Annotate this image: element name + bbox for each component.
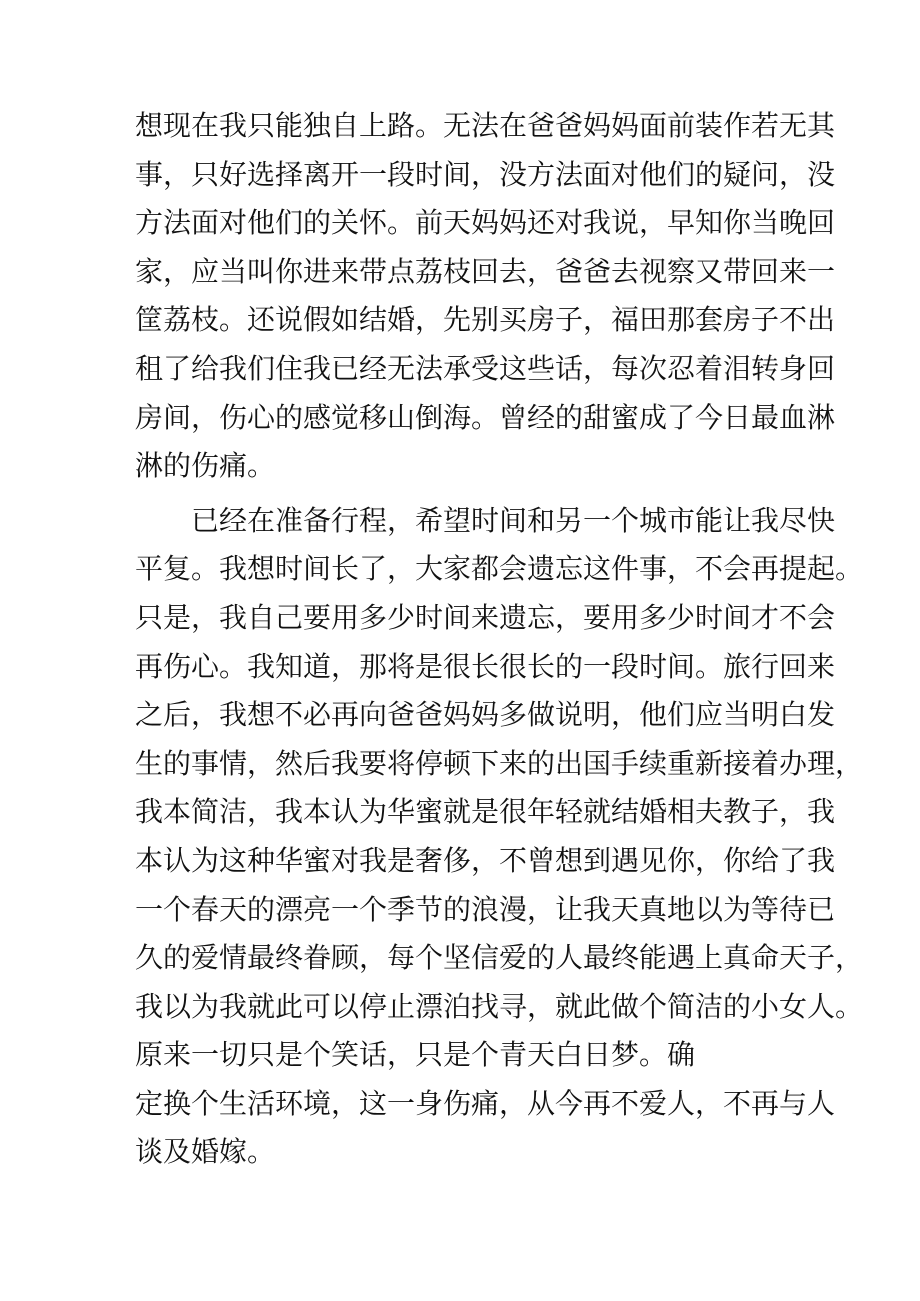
text-line: 平复。我想时间长了，大家都会遗忘这件事，不会再提起。: [135, 552, 864, 586]
text-line: 之后，我想不必再向爸爸妈妈多做说明，他们应当明白发: [135, 698, 836, 732]
text-line: 一个春天的漂亮一个季节的浪漫，让我天真地以为等待已: [135, 892, 836, 926]
text-line: 家，应当叫你进来带点荔枝回去，爸爸去视察又带回来一: [135, 254, 836, 288]
text-line: 已经在准备行程，希望时间和另一个城市能让我尽快: [191, 503, 836, 537]
text-line: 事，只好选择离开一段时间，没方法面对他们的疑问，没: [135, 157, 836, 191]
text-line: 租了给我们住我已经无法承受这些话，每次忍着泪转身回: [135, 351, 836, 385]
text-line: 谈及婚嫁。: [135, 1135, 276, 1169]
text-line: 房间，伤心的感觉移山倒海。曾经的甜蜜成了今日最血淋: [135, 400, 836, 434]
text-line: 本认为这种华蜜对我是奢侈，不曾想到遇见你，你给了我: [135, 843, 836, 877]
text-line: 再伤心。我知道，那将是很长很长的一段时间。旅行回来: [135, 649, 836, 683]
text-line: 定换个生活环境，这一身伤痛，从今再不爱人，不再与人: [135, 1086, 836, 1120]
text-line: 只是，我自己要用多少时间来遗忘，要用多少时间才不会: [135, 600, 836, 634]
text-line: 想现在我只能独自上路。无法在爸爸妈妈面前装作若无其: [135, 109, 836, 142]
document-body: [135, 102, 864, 1177]
text-line: 我本简洁，我本认为华蜜就是很年轻就结婚相夫教子，我: [135, 795, 836, 829]
text-line: 方法面对他们的关怀。前天妈妈还对我说，早知你当晚回: [135, 206, 836, 240]
text-line: 生的事情，然后我要将停顿下来的出国手续重新接着办理，: [135, 746, 864, 780]
text-line: 淋的伤痛。: [135, 449, 276, 483]
text-line: 久的爱情最终眷顾，每个坚信爱的人最终能遇上真命天子，: [135, 941, 864, 975]
text-line: 原来一切只是个笑话，只是个青天白日梦。确: [135, 1038, 696, 1072]
paragraph-3: [135, 1080, 835, 1177]
text-line: 筐荔枝。还说假如结婚，先别买房子，福田那套房子不出: [135, 303, 836, 337]
text-line: 我以为我就此可以停止漂泊找寻，就此做个简洁的小女人。: [135, 989, 864, 1023]
paragraph-1: [135, 102, 835, 491]
paragraph-2: [135, 497, 864, 1080]
